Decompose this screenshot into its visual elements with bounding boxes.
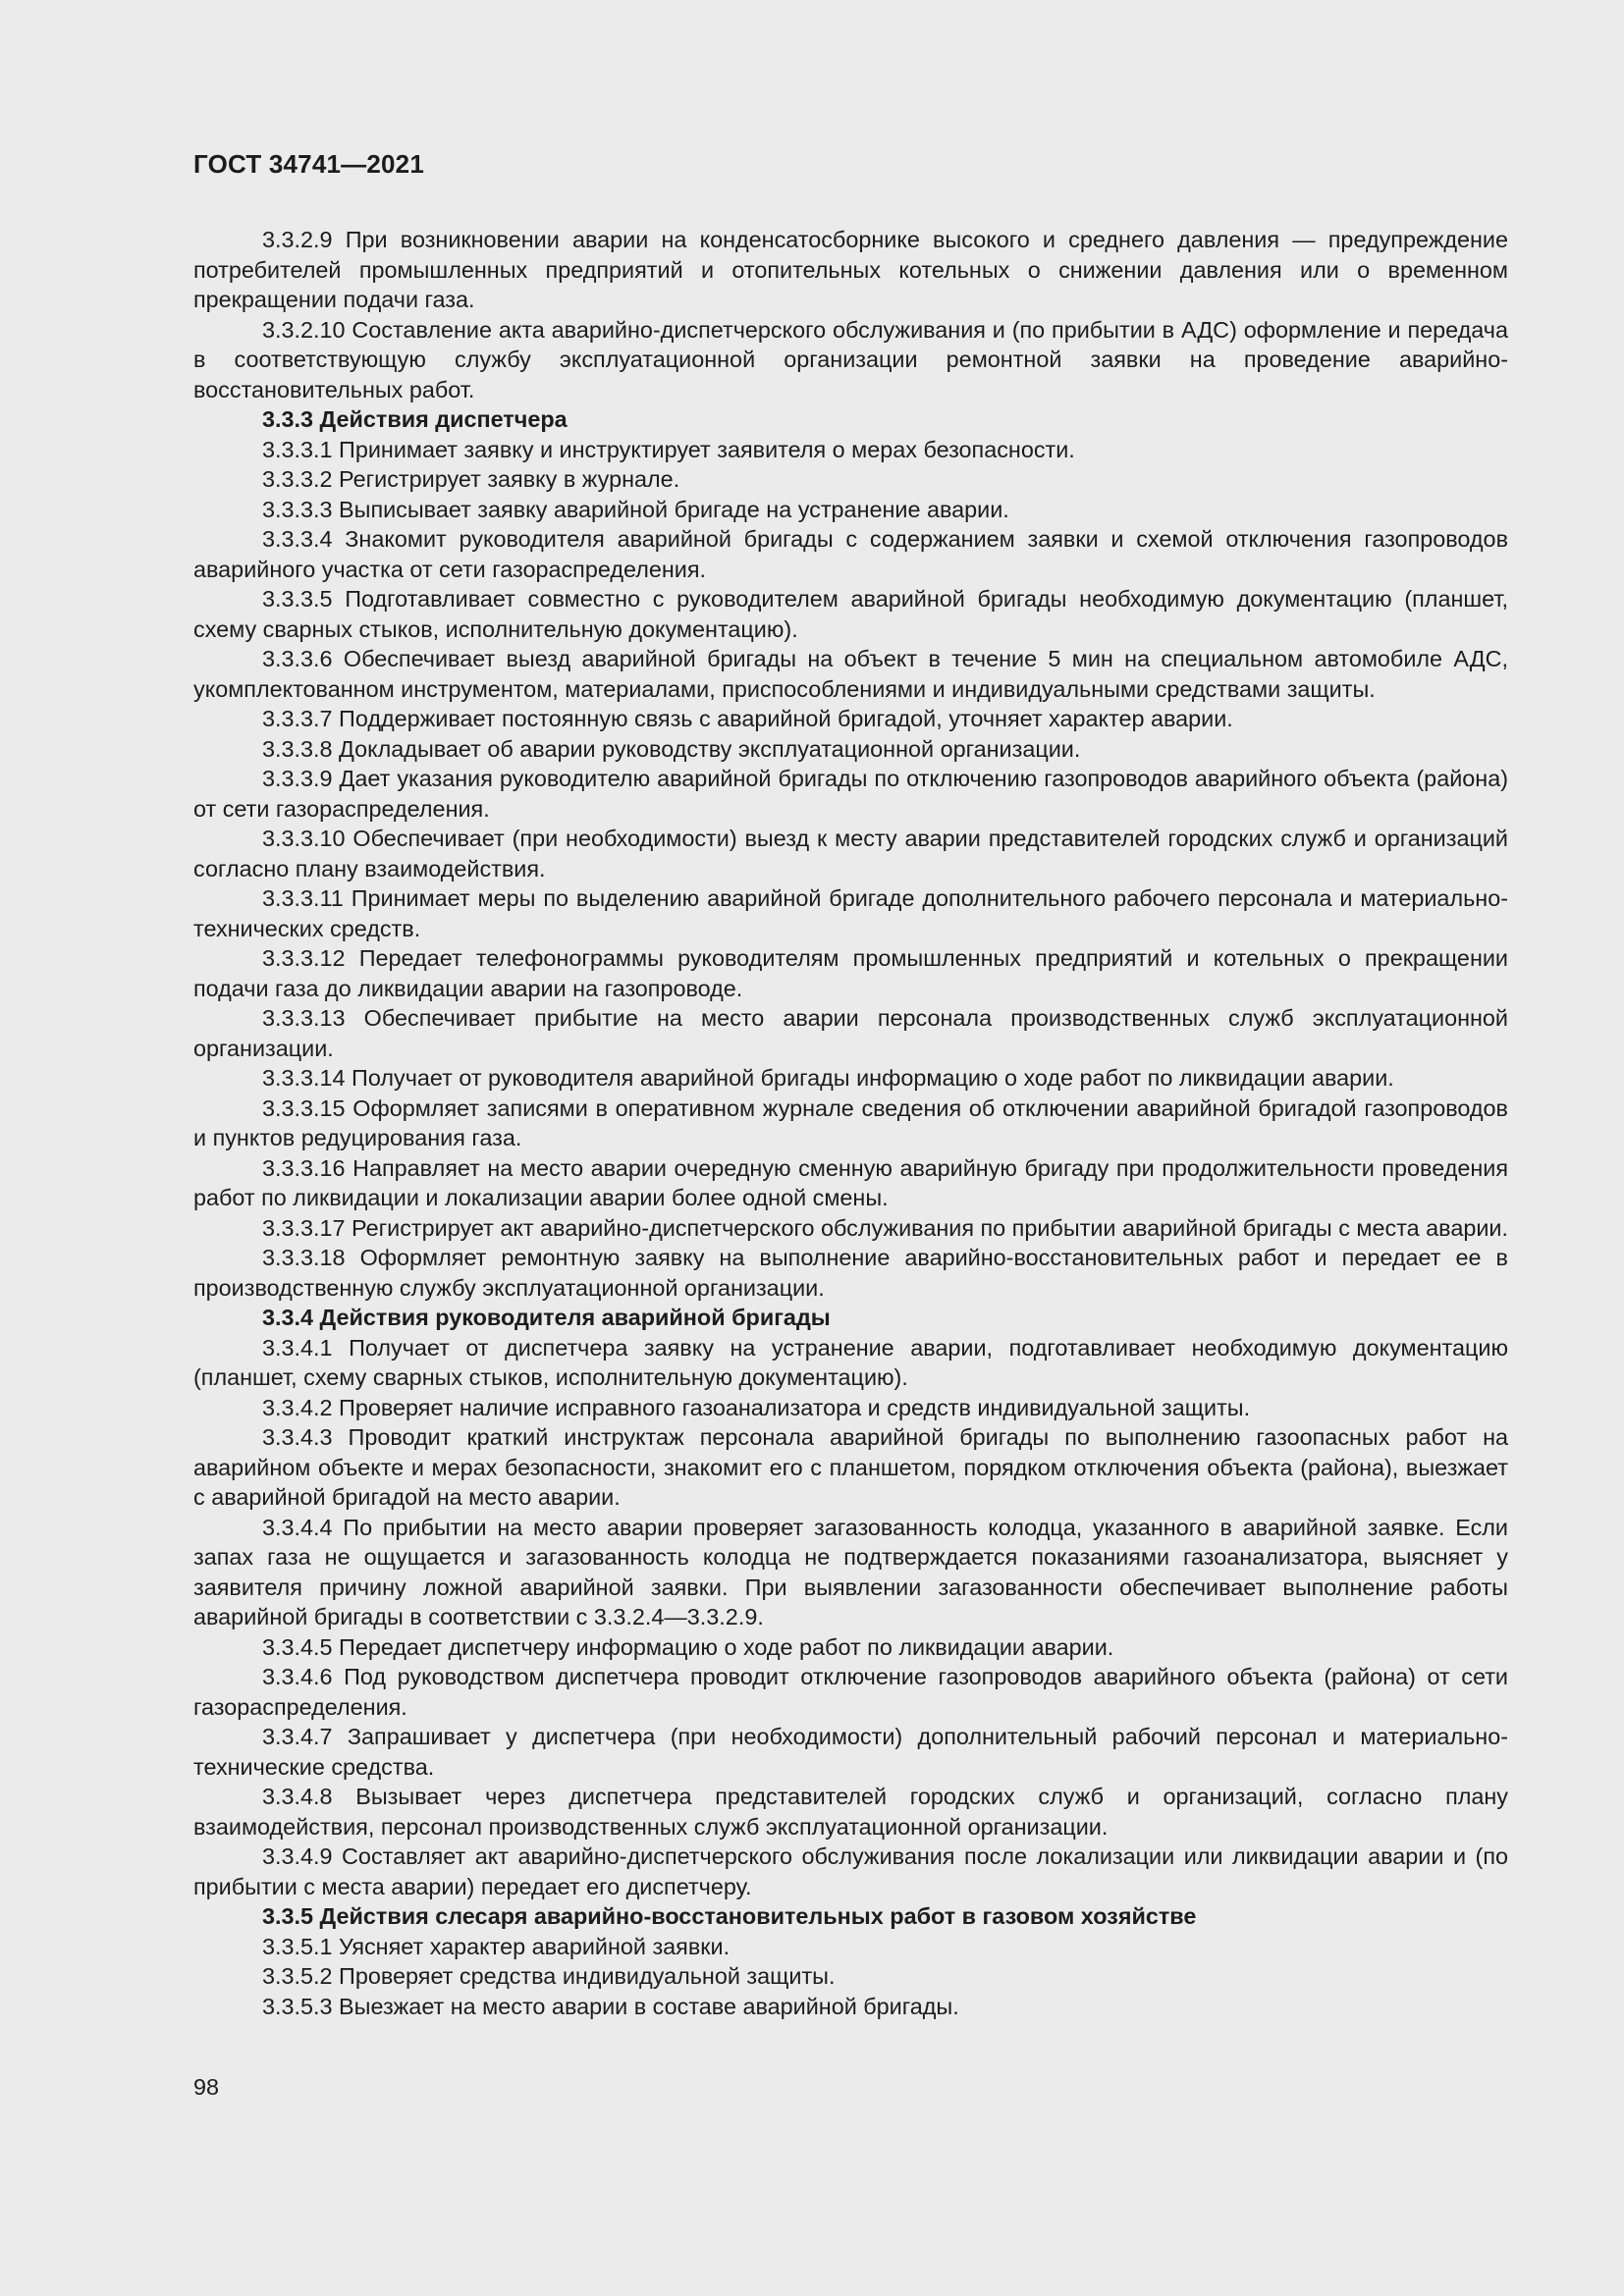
clause-paragraph: 3.3.4.4 По прибытии на место аварии проверяет загазованность колодца, указанного в аварийной заявке. Если запах газа не ощущается и загазованность колодца не подтверждается показаниями газоанализатора, выясняет у заявителя причину ложной аварийной заявки. При выявлении загазованности обеспечивает выполнение работы аварийной бригады в соответствии с 3.3.2.4—3.3.2.9. [193, 1514, 1508, 1629]
clause-paragraph: 3.3.2.9 При возникновении аварии на конденсатосборнике высокого и среднего давления — предупреждение потребителей промышленных предприятий и отопительных котельных о снижении давления или о временном прекращении подачи газа. [193, 227, 1508, 312]
clause-paragraph: 3.3.5.3 Выезжает на место аварии в составе аварийной бригады. [262, 1993, 959, 2019]
clause-paragraph: 3.3.3.17 Регистрирует акт аварийно-диспетчерского обслуживания по прибытии аварийной бригады с места аварии. [262, 1214, 1508, 1241]
clause-paragraph: 3.3.5.1 Уясняет характер аварийной заявки. [262, 1933, 731, 1959]
clause-paragraph: 3.3.3.1 Принимает заявку и инструктирует заявителя о мерах безопасности. [262, 436, 1075, 462]
clause-paragraph: 3.3.3.11 Принимает меры по выделению аварийной бригаде дополнительного рабочего персонала и материально-технических средств. [193, 885, 1508, 941]
clause-paragraph: 3.3.3.13 Обеспечивает прибытие на место аварии персонала производственных служб эксплуатационной организации. [193, 1005, 1508, 1061]
clause-paragraph: 3.3.3.9 Дает указания руководителю аварийной бригады по отключению газопроводов аварийного объекта (района) от сети газораспределения. [193, 766, 1508, 822]
page-number: 98 [193, 2074, 220, 2100]
section-heading: 3.3.5 Действия слесаря аварийно-восстановительных работ в газовом хозяйстве [262, 1903, 1197, 1929]
clause-paragraph: 3.3.4.6 Под руководством диспетчера проводит отключение газопроводов аварийного объекта (района) от сети газораспределения. [193, 1664, 1508, 1720]
section-heading: 3.3.3 Действия диспетчера [262, 406, 568, 432]
clause-paragraph: 3.3.3.10 Обеспечивает (при необходимости) выезд к месту аварии представителей городских служб и организаций согласно плану взаимодействия. [193, 826, 1508, 881]
clause-paragraph: 3.3.3.14 Получает от руководителя аварийной бригады информацию о ходе работ по ликвидации аварии. [262, 1065, 1394, 1091]
clause-paragraph: 3.3.4.2 Проверяет наличие исправного газоанализатора и средств индивидуальной защиты. [262, 1394, 1251, 1420]
clause-paragraph: 3.3.3.15 Оформляет записями в оперативном журнале сведения об отключении аварийной бригадой газопроводов и пунктов редуцирования газа. [193, 1095, 1508, 1150]
clause-paragraph: 3.3.3.2 Регистрирует заявку в журнале. [262, 466, 680, 492]
clause-paragraph: 3.3.3.18 Оформляет ремонтную заявку на выполнение аварийно-восстановительных работ и передает ее в производственную службу эксплуатационной организации. [193, 1245, 1508, 1301]
clause-paragraph: 3.3.4.9 Составляет акт аварийно-диспетчерского обслуживания после локализации или ликвидации аварии и (по прибытии с места аварии) передает его диспетчеру. [193, 1843, 1508, 1899]
clause-paragraph: 3.3.3.5 Подготавливает совместно с руководителем аварийной бригады необходимую документацию (планшет, схему сварных стыков, исполнительную документацию). [193, 586, 1508, 642]
clause-paragraph: 3.3.4.5 Передает диспетчеру информацию о ходе работ по ликвидации аварии. [262, 1633, 1114, 1660]
document-body [193, 225, 1508, 2021]
clause-paragraph: 3.3.5.2 Проверяет средства индивидуальной защиты. [262, 1963, 836, 1989]
clause-paragraph: 3.3.3.6 Обеспечивает выезд аварийной бригады на объект в течение 5 мин на специальном автомобиле АДС, укомплектованном инструментом, материалами, приспособлениями и индивидуальными средствами защиты. [193, 646, 1508, 702]
clause-paragraph: 3.3.4.3 Проводит краткий инструктаж персонала аварийной бригады по выполнению газоопасных работ на аварийном объекте и мерах безопасности, знакомит его с планшетом, порядком отключения объекта (района), выезжает с аварийной бригадой на место аварии. [193, 1424, 1508, 1510]
clause-paragraph: 3.3.4.1 Получает от диспетчера заявку на устранение аварии, подготавливает необходимую документацию (планшет, схему сварных стыков, исполнительную документацию). [193, 1334, 1508, 1390]
clause-paragraph: 3.3.4.8 Вызывает через диспетчера представителей городских служб и организаций, согласно плану взаимодействия, персонал производственных служб эксплуатационной организации. [193, 1784, 1508, 1840]
clause-paragraph: 3.3.3.16 Направляет на место аварии очередную сменную аварийную бригаду при продолжительности проведения работ по ликвидации и локализации аварии более одной смены. [193, 1154, 1508, 1210]
document-header: ГОСТ 34741—2021 [193, 149, 424, 179]
clause-paragraph: 3.3.3.7 Поддерживает постоянную связь с аварийной бригадой, уточняет характер аварии. [262, 706, 1233, 731]
clause-paragraph: 3.3.3.4 Знакомит руководителя аварийной бригады с содержанием заявки и схемой отключения газопроводов аварийного участка от сети газораспределения. [193, 526, 1508, 582]
clause-paragraph: 3.3.2.10 Составление акта аварийно-диспетчерского обслуживания и (по прибытии в АДС) оформление и передача в соответствующую службу эксплуатационной организации ремонтной заявки на проведение аварийно-восстановительных работ. [193, 316, 1508, 402]
section-heading: 3.3.4 Действия руководителя аварийной бригады [262, 1305, 831, 1330]
clause-paragraph: 3.3.3.12 Передает телефонограммы руководителям промышленных предприятий и котельных о прекращении подачи газа до ликвидации аварии на газопроводе. [193, 945, 1508, 1001]
clause-paragraph: 3.3.4.7 Запрашивает у диспетчера (при необходимости) дополнительный рабочий персонал и материально-технические средства. [193, 1724, 1508, 1780]
clause-paragraph: 3.3.3.8 Докладывает об аварии руководству эксплуатационной организации. [262, 735, 1081, 762]
clause-paragraph: 3.3.3.3 Выписывает заявку аварийной бригаде на устранение аварии. [262, 496, 1009, 522]
